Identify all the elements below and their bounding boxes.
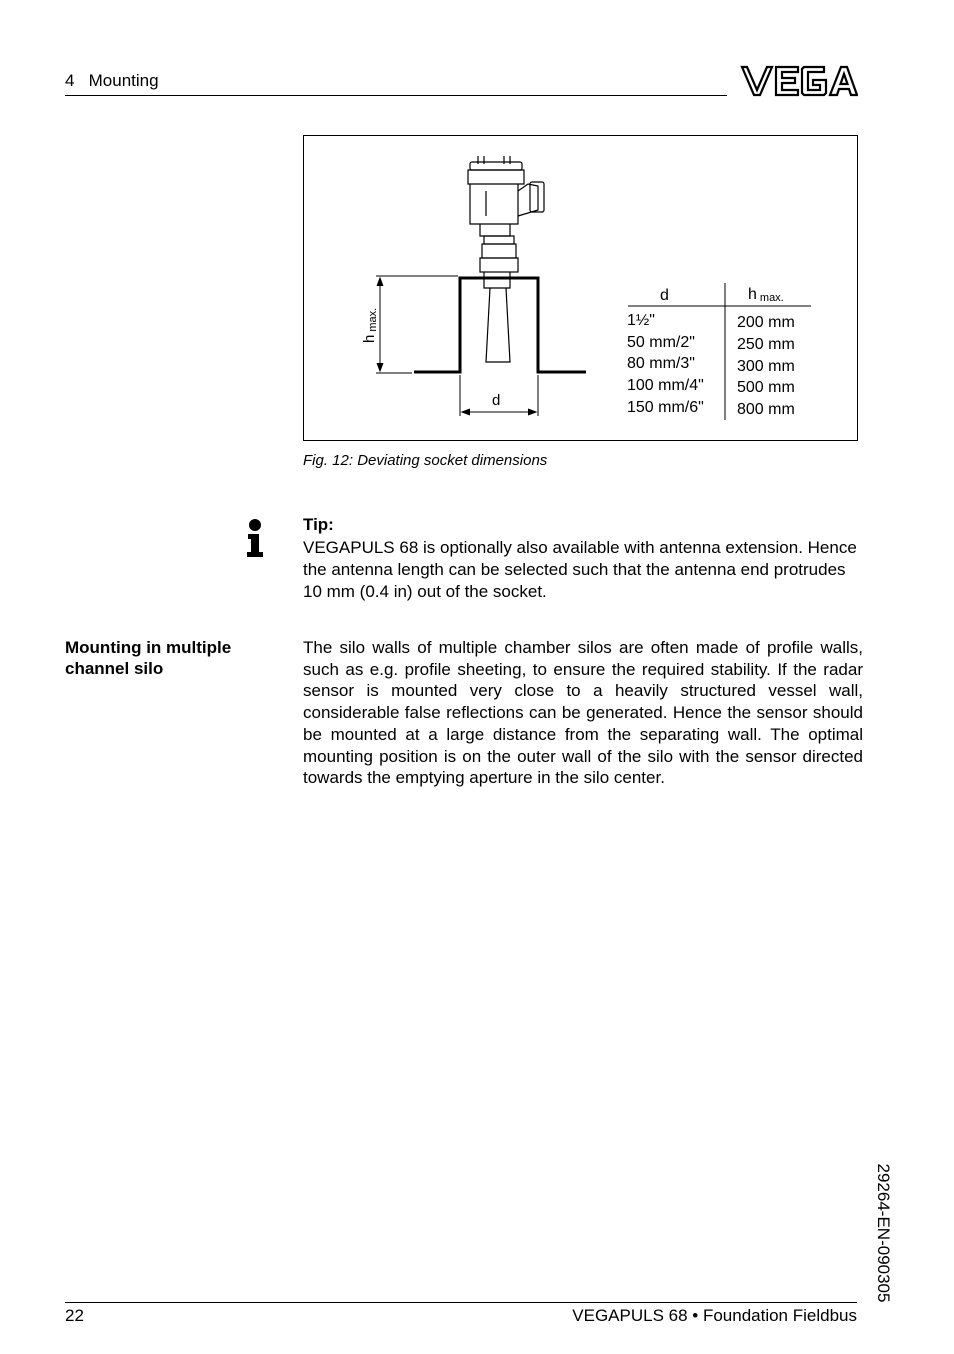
- footer-rule: [65, 1302, 857, 1303]
- table-cell-h: 800 mm: [737, 401, 795, 418]
- table-col-d: [627, 312, 704, 416]
- section-body-multiple-channel-silo: The silo walls of multiple chamber silos are often made of profile walls, such as e.g. profile sheeting, to ensure the required stability. If the radar sensor is mounted very close to a heavily structured vessel wall, considerable false reflections can be generated. Hence the sensor should be mounted at a large distance from the separating wall. The optimal mounting position is on the outer wall of the silo with the sensor directed towards the emptying aperture in the silo center.: [303, 638, 863, 788]
- sensor-illustration: [468, 156, 544, 362]
- table-cell-h: 300 mm: [737, 358, 795, 375]
- hmax-dimension: [376, 276, 458, 373]
- figure-caption: Fig. 12: Deviating socket dimensions: [303, 452, 548, 469]
- table-cell-d: 100 mm/4": [627, 377, 704, 394]
- section-heading-multiple-channel-silo: Mounting in multiple channel silo: [65, 638, 232, 678]
- tip-body: VEGAPULS 68 is optionally also available with antenna extension. Hence the antenna length can be selected such that the antenna end protrudes 10 mm (0.4 in) out of the socket.: [303, 538, 857, 601]
- page-number: 22: [65, 1306, 84, 1325]
- d-label: d: [492, 392, 501, 409]
- socket-outline: [414, 278, 586, 372]
- vega-logo: [740, 64, 858, 98]
- info-icon: [244, 517, 266, 559]
- header-rule: [65, 95, 727, 96]
- table-cell-d: 50 mm/2": [627, 334, 695, 351]
- tip-title: Tip:: [303, 515, 334, 534]
- table-cell-d: 150 mm/6": [627, 399, 704, 416]
- socket-drawing: [304, 136, 857, 440]
- table-cell-d: 1½": [627, 312, 655, 329]
- hmax-label: hmax.: [361, 307, 379, 343]
- table-cell-d: 80 mm/3": [627, 355, 695, 372]
- table-cell-h: 250 mm: [737, 336, 795, 353]
- section-header: 4 Mounting: [65, 71, 159, 90]
- table-col-h: [737, 314, 795, 418]
- table-header-h: h max.: [748, 286, 784, 304]
- figure-socket-dimensions: [303, 135, 858, 441]
- footer-title: VEGAPULS 68 • Foundation Fieldbus: [572, 1306, 857, 1325]
- table-cell-h: 200 mm: [737, 314, 795, 331]
- table-header-d: d: [660, 287, 669, 304]
- document-code-text: 29264-EN-090305: [874, 1163, 893, 1303]
- table-cell-h: 500 mm: [737, 379, 795, 396]
- document-code: [868, 1158, 898, 1308]
- logo-text: VEGA: [799, 84, 802, 85]
